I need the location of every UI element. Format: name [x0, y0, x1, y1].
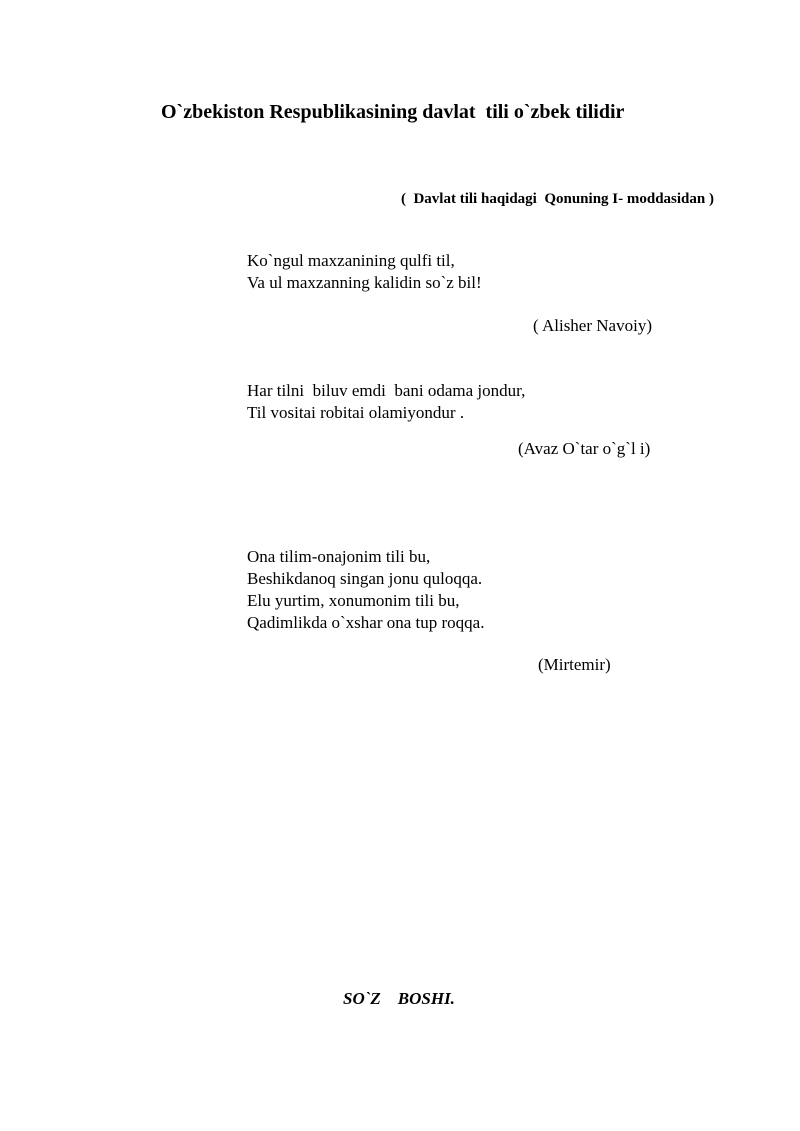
section-heading: SO`Z BOSHI.: [343, 989, 455, 1008]
author-mirtemir: (Mirtemir): [538, 655, 611, 674]
author-avaz-otar: (Avaz O`tar o`g`l i): [518, 439, 651, 458]
poem-mirtemir: [247, 546, 484, 634]
page-title: O`zbekiston Respublikasining davlat tili o`zbek tilidir: [161, 101, 625, 123]
poem-line: Va ul maxzanning kalidin so`z bil!: [247, 273, 482, 292]
poem-line: Ko`ngul maxzanining qulfi til,: [247, 251, 455, 270]
poem-line: Beshikdanoq singan jonu quloqqa.: [247, 569, 483, 588]
author-navoiy: ( Alisher Navoiy): [533, 316, 652, 335]
poem-line: Elu yurtim, xonumonim tili bu,: [247, 591, 460, 610]
poem-line: Ona tilim-onajonim tili bu,: [247, 547, 431, 566]
poem-line: Har tilni biluv emdi bani odama jondur,: [247, 381, 526, 400]
poem-avaz-otar: [247, 380, 525, 424]
law-source-citation: ( Davlat tili haqidagi Qonuning I- moddasidan ): [400, 191, 714, 207]
poem-navoiy: [247, 250, 482, 294]
poem-line: Qadimlikda o`xshar ona tup roqqa.: [247, 613, 485, 632]
poem-line: Til vositai robitai olamiyondur .: [247, 403, 465, 422]
